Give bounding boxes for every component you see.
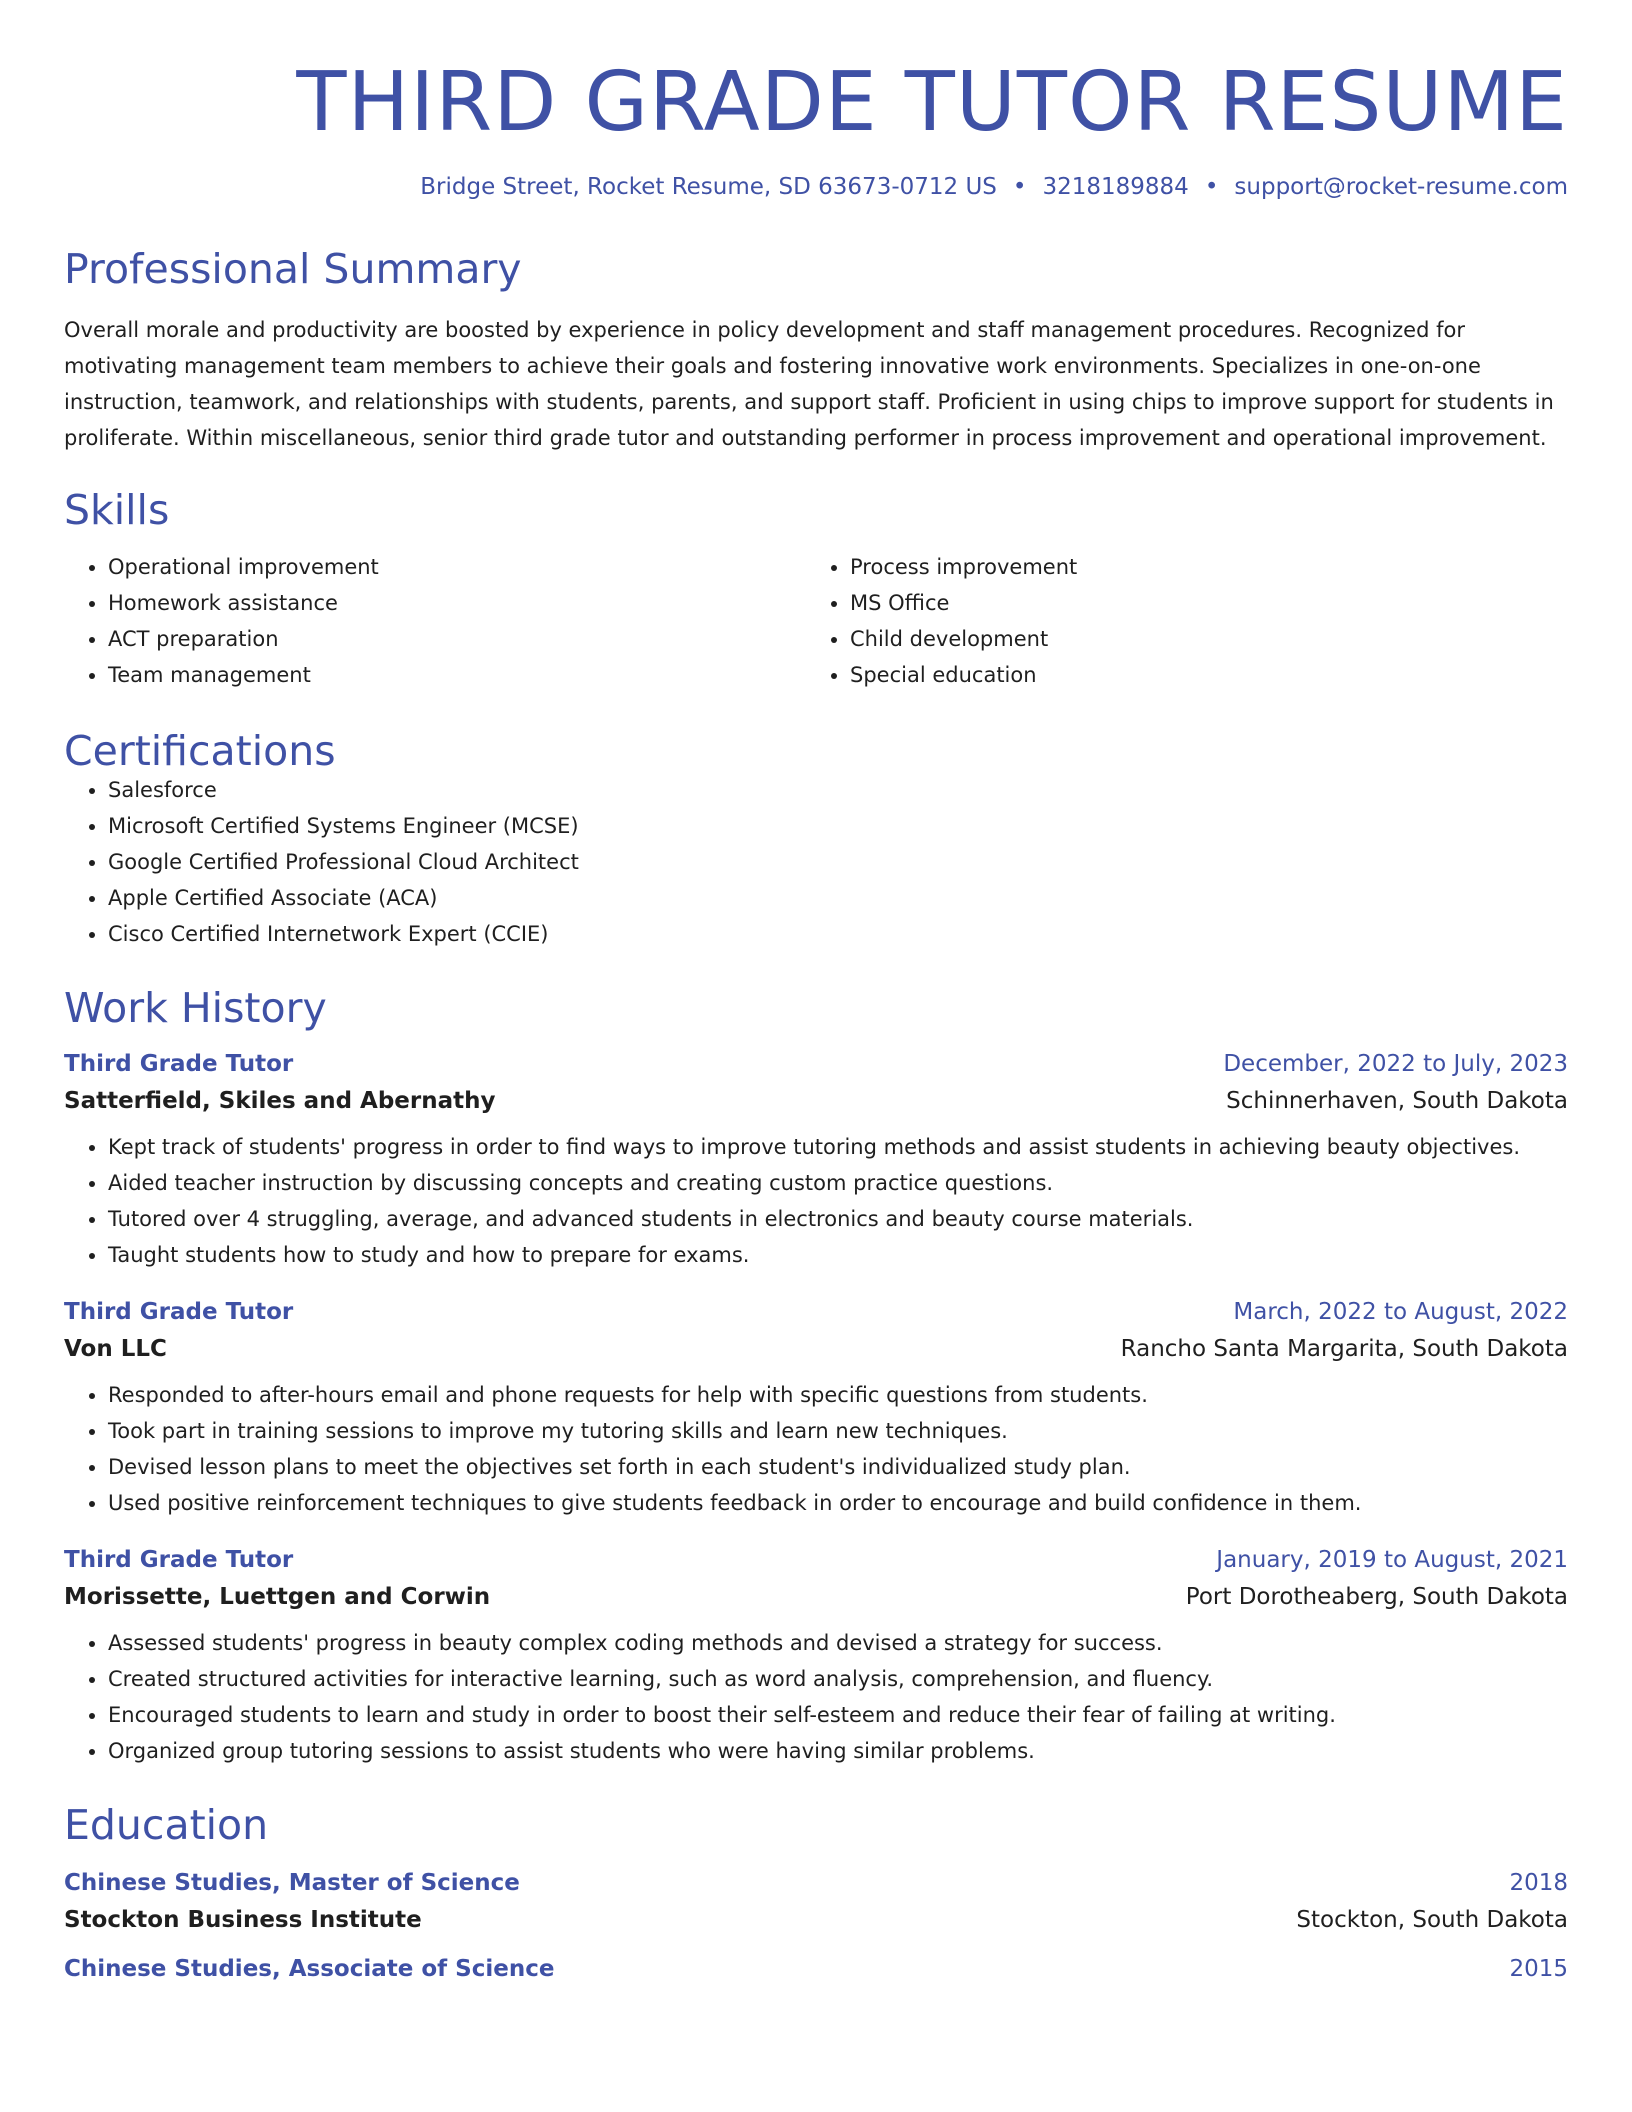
education-school: Stockton Business Institute <box>64 1907 422 1933</box>
skills-list <box>64 549 1568 693</box>
education-heading: Education <box>64 1801 269 1849</box>
work-history-heading: Work History <box>64 984 327 1032</box>
skills-heading: Skills <box>64 486 170 534</box>
job-duty: • Aided teacher instruction by discussing concepts and creating custom practice questions. <box>108 1165 1568 1201</box>
contact-phone: 3218189884 <box>1042 174 1189 200</box>
job-duty: • Tutored over 4 struggling, average, and advanced students in electronics and beauty course materials. <box>108 1201 1568 1237</box>
contact-separator: • <box>1012 174 1027 200</box>
contact-separator: • <box>1204 174 1219 200</box>
skill-item: • Team management <box>108 657 806 693</box>
certification-item: • Google Certified Professional Cloud Architect <box>108 844 1568 880</box>
education-year: 2015 <box>1509 1956 1568 1982</box>
job-title: Third Grade Tutor <box>64 1299 294 1325</box>
job-company: Morissette, Luettgen and Corwin <box>64 1584 491 1610</box>
job-dates: March, 2022 to August, 2022 <box>1233 1299 1568 1325</box>
job-title: Third Grade Tutor <box>64 1051 294 1077</box>
job-duty: • Organized group tutoring sessions to assist students who were having similar problems. <box>108 1733 1568 1769</box>
education-location: Stockton, South Dakota <box>1296 1907 1568 1933</box>
job-entry <box>64 1053 1568 1273</box>
job-location: Schinnerhaven, South Dakota <box>1226 1088 1568 1114</box>
certification-item: • Cisco Certified Internetwork Expert (CCIE) <box>108 916 1568 952</box>
certification-item: • Microsoft Certified Systems Engineer (MCSE) <box>108 808 1568 844</box>
job-duty: • Used positive reinforcement techniques to give students feedback in order to encourage and build confidence in them. <box>108 1485 1568 1521</box>
job-entry <box>64 1549 1568 1769</box>
contact-address: Bridge Street, Rocket Resume, SD 63673-0712 US <box>420 174 997 200</box>
work-history-list <box>64 1053 1568 1769</box>
skill-item: • Process improvement <box>850 549 1548 585</box>
contact-line <box>64 176 1568 199</box>
job-duty: • Kept track of students' progress in order to find ways to improve tutoring methods and assist students in achieving beauty objectives. <box>108 1129 1568 1165</box>
job-duty: • Encouraged students to learn and study in order to boost their self-esteem and reduce their fear of failing at writing. <box>108 1697 1568 1733</box>
resume-title: THIRD GRADE TUTOR RESUME <box>296 55 1568 150</box>
skill-item: • Child development <box>850 621 1548 657</box>
job-dates: December, 2022 to July, 2023 <box>1223 1051 1568 1077</box>
summary-heading: Professional Summary <box>64 245 522 293</box>
job-duty: • Created structured activities for interactive learning, such as word analysis, comprehension, and fluency. <box>108 1661 1568 1697</box>
skill-item: • Operational improvement <box>108 549 806 585</box>
job-duties <box>64 1377 1568 1521</box>
education-entry <box>64 1958 1568 1981</box>
education-degree: Chinese Studies, Master of Science <box>64 1870 520 1896</box>
education-year: 2018 <box>1509 1870 1568 1896</box>
certifications-list <box>64 772 1568 952</box>
job-duty: • Responded to after-hours email and phone requests for help with specific questions from students. <box>108 1377 1568 1413</box>
job-duties <box>64 1129 1568 1273</box>
job-company: Von LLC <box>64 1336 167 1362</box>
summary-text: Overall morale and productivity are boosted by experience in policy development and staff management procedures. Recognized for motivating management team members to achieve their goals and fostering innovative work environments. Specializes in one-on-one instruction, teamwork, and relationships with students, parents, and support staff. Proficient in using chips to improve support for students in proliferate. Within miscellaneous, senior third grade tutor and outstanding performer in process improvement and operational improvement. <box>64 318 1554 450</box>
skill-item: • MS Office <box>850 585 1548 621</box>
education-degree: Chinese Studies, Associate of Science <box>64 1956 555 1982</box>
job-location: Port Dorotheaberg, South Dakota <box>1185 1584 1568 1610</box>
job-duty: • Devised lesson plans to meet the objectives set forth in each student's individualized study plan. <box>108 1449 1568 1485</box>
skill-item: • Homework assistance <box>108 585 806 621</box>
skills-column-right <box>806 549 1548 693</box>
skills-column-left <box>64 549 806 693</box>
education-entry <box>64 1872 1568 1932</box>
job-title: Third Grade Tutor <box>64 1547 294 1573</box>
contact-email[interactable]: support@rocket-resume.com <box>1234 174 1568 200</box>
skill-item: • Special education <box>850 657 1548 693</box>
certification-item: • Salesforce <box>108 772 1568 808</box>
skill-item: • ACT preparation <box>108 621 806 657</box>
job-duty: • Assessed students' progress in beauty complex coding methods and devised a strategy for success. <box>108 1625 1568 1661</box>
certification-item: • Apple Certified Associate (ACA) <box>108 880 1568 916</box>
job-location: Rancho Santa Margarita, South Dakota <box>1120 1336 1568 1362</box>
certifications-heading: Certifications <box>64 727 336 775</box>
job-duty: • Taught students how to study and how to prepare for exams. <box>108 1237 1568 1273</box>
job-entry <box>64 1301 1568 1521</box>
job-company: Satterfield, Skiles and Abernathy <box>64 1088 496 1114</box>
job-duties <box>64 1625 1568 1769</box>
job-dates: January, 2019 to August, 2021 <box>1216 1547 1568 1573</box>
job-duty: • Took part in training sessions to improve my tutoring skills and learn new techniques. <box>108 1413 1568 1449</box>
